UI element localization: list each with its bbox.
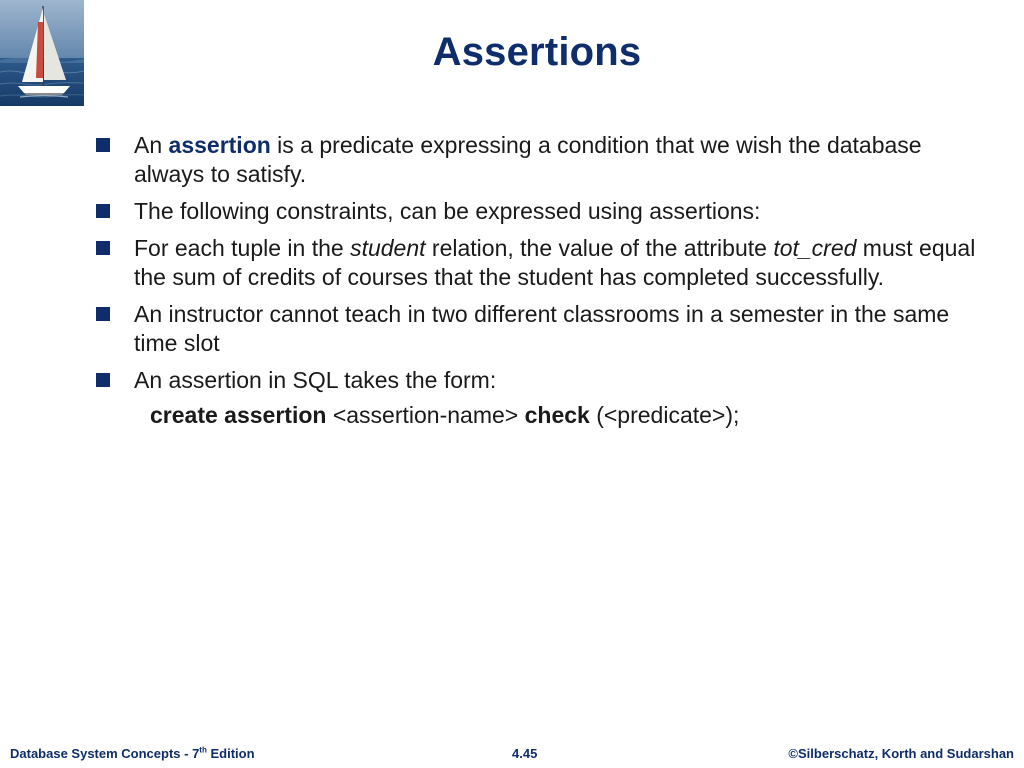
square-bullet-icon bbox=[96, 307, 110, 321]
italic-tot-cred: tot_cred bbox=[773, 235, 857, 261]
slide-content bbox=[96, 131, 976, 430]
bullet-text-post: is a predicate expressing a condition that we wish the database always to satisfy. bbox=[134, 132, 922, 187]
bullet-text: An assertion in SQL takes the form: bbox=[134, 367, 497, 393]
bullet-text-post: must equal the sum of credits of courses that the student has completed successfully. bbox=[134, 235, 976, 290]
footer-copyright: ©Silberschatz, Korth and Sudarshan bbox=[788, 746, 1014, 761]
bullet-item bbox=[96, 131, 976, 189]
bullet-item bbox=[96, 300, 976, 358]
bullet-text-mid: relation, the value of the attribute bbox=[425, 235, 774, 261]
bullet-text: An instructor cannot teach in two different classrooms in a semester in the same time slot bbox=[134, 301, 950, 356]
square-bullet-icon bbox=[96, 241, 110, 255]
bullet-text: The following constraints, can be expressed using assertions: bbox=[134, 198, 761, 224]
footer-book-sup: th bbox=[199, 745, 207, 755]
bullet-item bbox=[96, 234, 976, 292]
sql-arg-predicate: (<predicate>); bbox=[589, 402, 740, 428]
bullet-text-pre: An bbox=[134, 132, 169, 158]
square-bullet-icon bbox=[96, 204, 110, 218]
footer-book-prefix: Database System Concepts - 7 bbox=[10, 746, 200, 761]
sql-keyword-check: check bbox=[524, 402, 590, 428]
italic-student: student bbox=[350, 235, 426, 261]
footer-book-title bbox=[10, 746, 255, 761]
footer-book-suffix: Edition bbox=[206, 746, 255, 761]
square-bullet-icon bbox=[96, 373, 110, 387]
slide-title: Assertions bbox=[432, 30, 642, 74]
slide-footer bbox=[0, 746, 1024, 762]
square-bullet-icon bbox=[96, 138, 110, 152]
sql-keyword-create-assertion: create assertion bbox=[150, 402, 327, 428]
bullet-item bbox=[96, 197, 976, 226]
sql-arg-assertion-name: <assertion-name> bbox=[326, 402, 525, 428]
footer-page-number: 4.45 bbox=[512, 746, 538, 761]
bullet-item bbox=[96, 366, 976, 395]
sql-syntax-line bbox=[96, 401, 976, 430]
bullet-text-pre: For each tuple in the bbox=[134, 235, 351, 261]
keyword-assertion: assertion bbox=[168, 132, 271, 158]
